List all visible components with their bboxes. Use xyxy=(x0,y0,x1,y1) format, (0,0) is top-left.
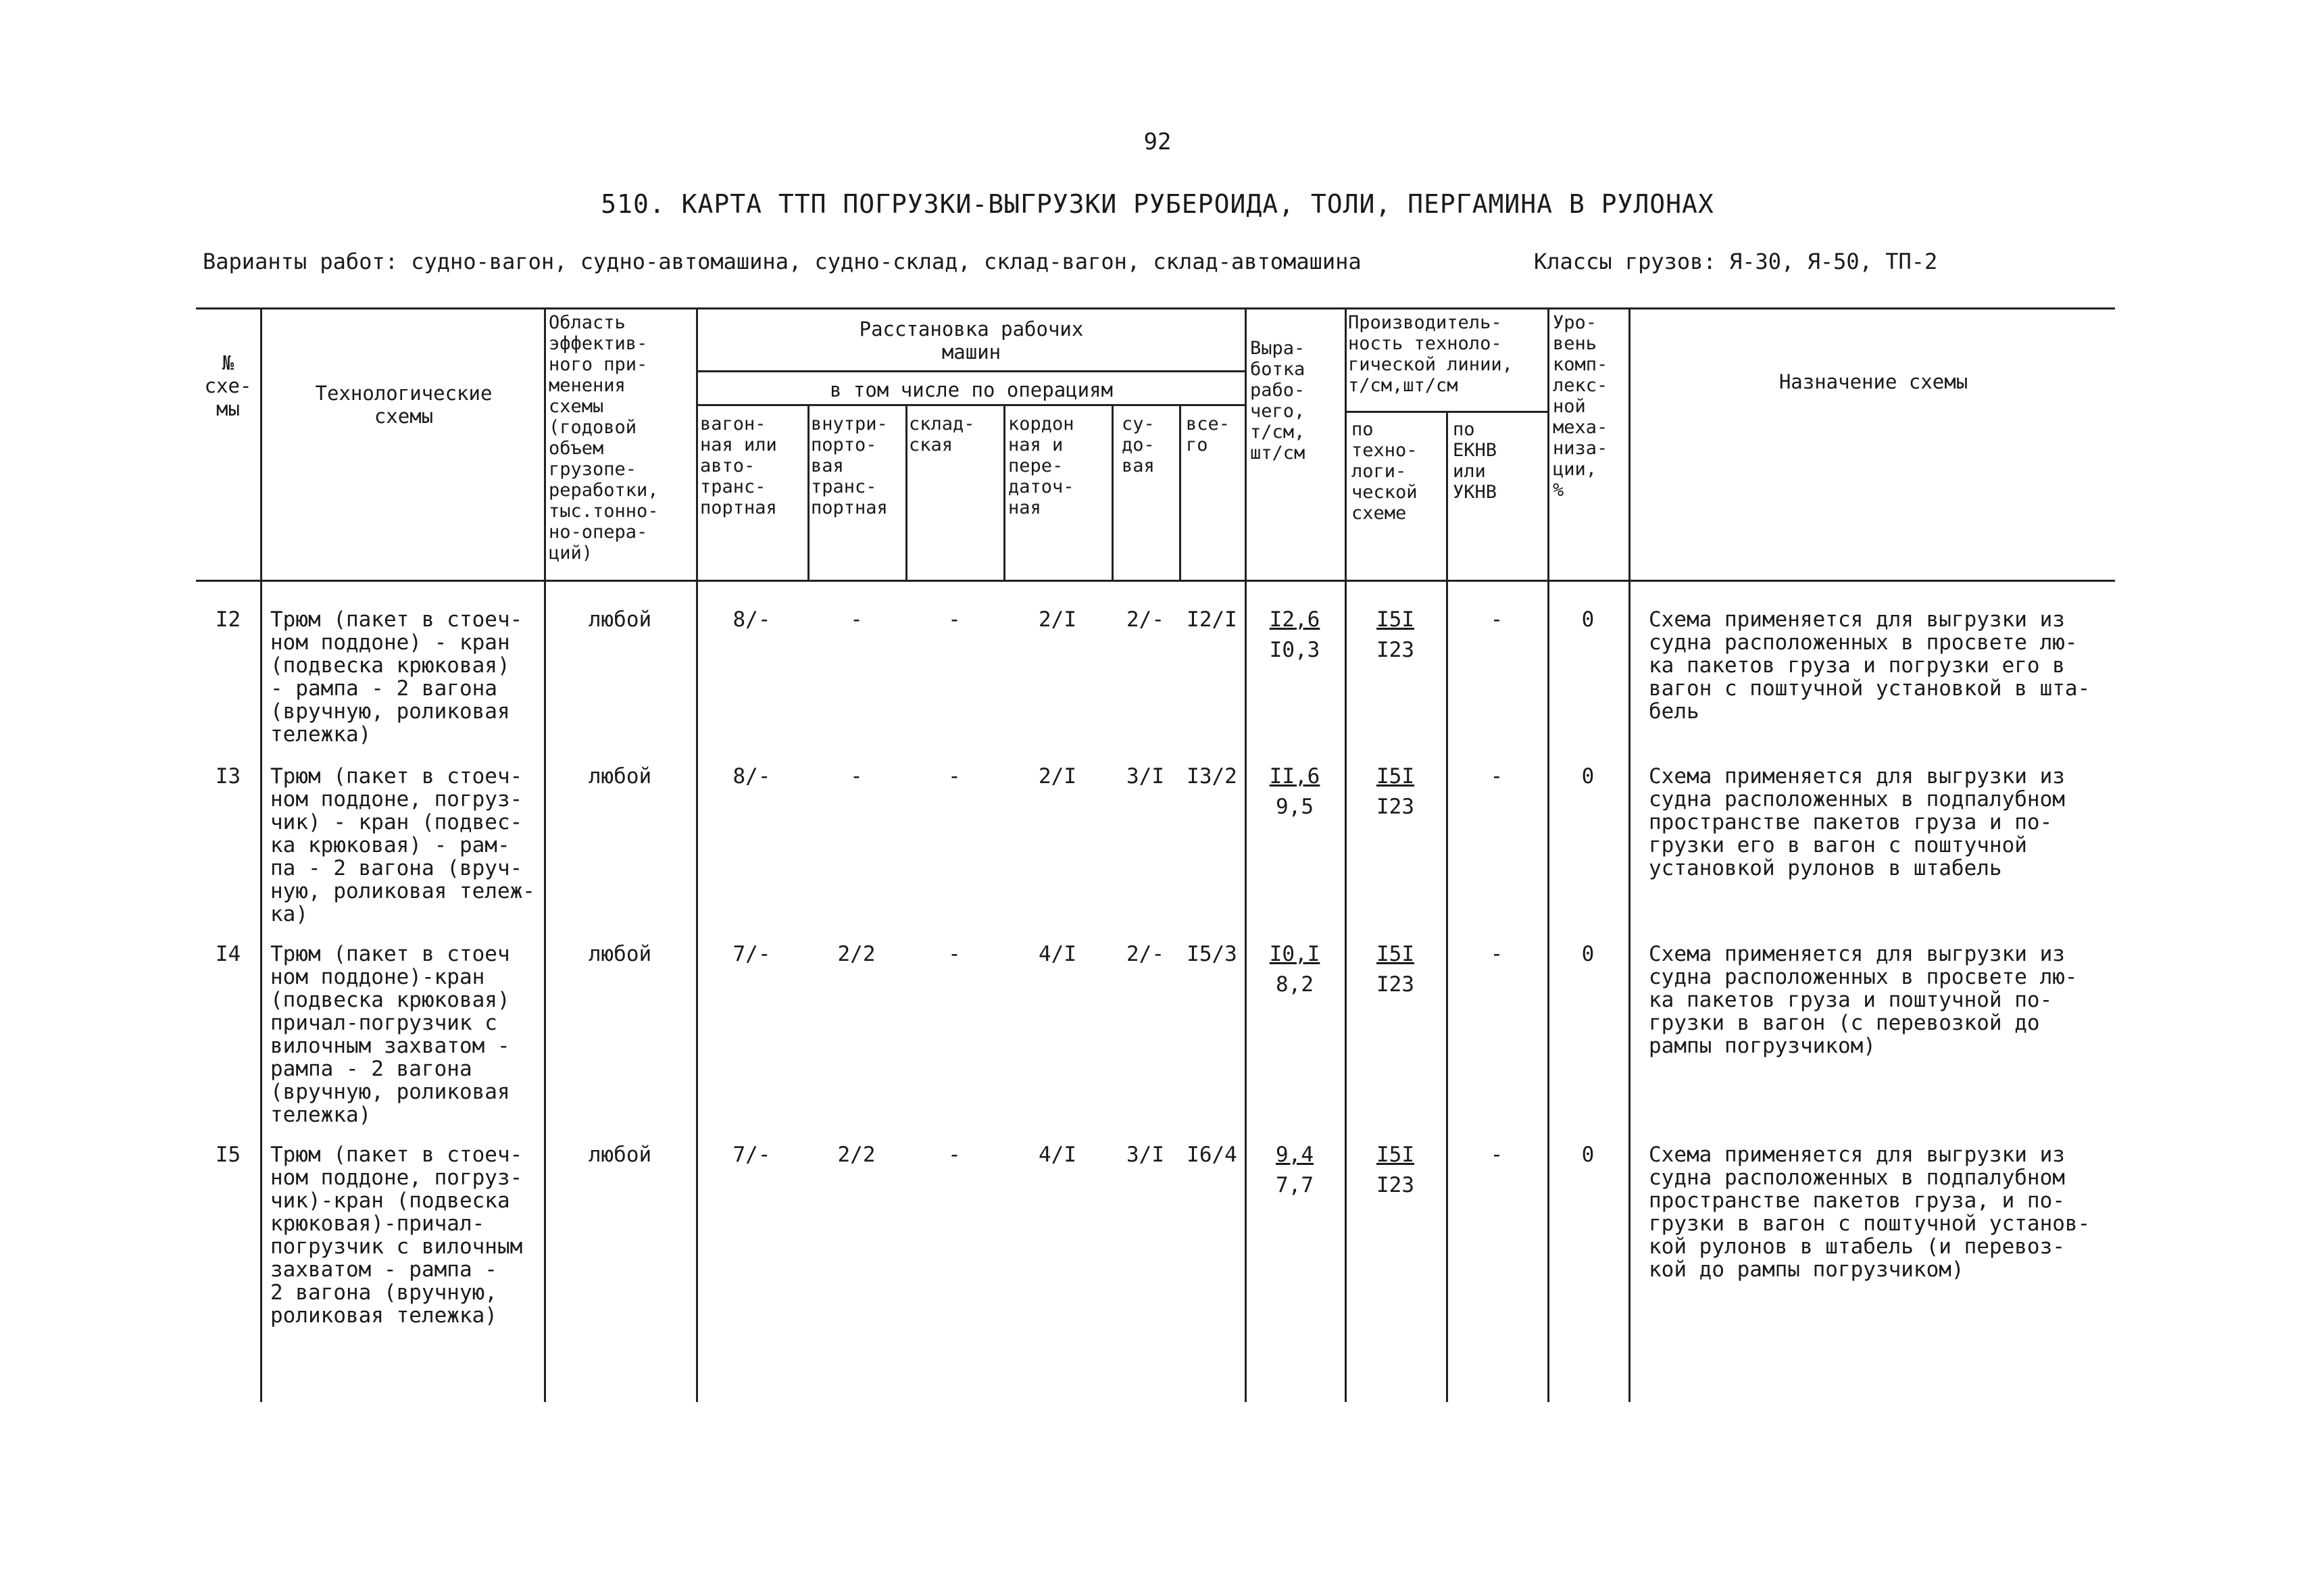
row-ekhnv: - xyxy=(1490,764,1503,789)
row-warehouse: - xyxy=(948,764,961,789)
row-prod-top: I5I xyxy=(1376,607,1414,632)
header-op-ship: су- до- вая xyxy=(1122,414,1155,476)
including-sub-rule xyxy=(696,404,1245,406)
row-prod-top: I5I xyxy=(1376,1143,1414,1167)
header-num: № схе- мы xyxy=(204,351,252,420)
row-wagon: 8/- xyxy=(732,764,771,789)
row-total: I3/2 xyxy=(1187,764,1237,789)
header-op-warehouse: склад- ская xyxy=(909,414,975,455)
row-output-top: II,6 xyxy=(1269,764,1320,789)
row-num: I2 xyxy=(215,607,241,632)
row-mech: 0 xyxy=(1581,1143,1595,1167)
row-prod-bottom: I23 xyxy=(1376,1173,1414,1197)
row-cordon: 2/I xyxy=(1039,764,1076,789)
row-internal: - xyxy=(850,607,863,632)
row-prod-bottom: I23 xyxy=(1376,638,1414,662)
placement-sub-rule xyxy=(696,370,1245,372)
header-mechanization: Уро- вень комп- лекс- ной меха- низа- ции, % xyxy=(1553,312,1608,501)
row-output-bottom: 8,2 xyxy=(1276,972,1314,997)
row-prod-bottom: I23 xyxy=(1376,795,1414,819)
row-wagon: 7/- xyxy=(732,942,771,966)
row-num: I5 xyxy=(215,1143,241,1167)
row-num: I3 xyxy=(215,764,241,789)
row-output-top: I0,I xyxy=(1269,942,1320,966)
header-op-wagon: вагон- ная или авто- транс- портная xyxy=(700,414,777,518)
row-total: I6/4 xyxy=(1187,1143,1237,1167)
col-line xyxy=(260,307,262,1402)
col-line xyxy=(1003,404,1005,580)
row-prod-bottom: I23 xyxy=(1376,972,1414,997)
row-mech: 0 xyxy=(1581,607,1595,632)
row-purpose: Схема применяется для выгрузки из судна расположенных в просвете лю- ка пакетов груза и поштучной по- грузки в вагон (с перевозкой до рампы погрузчиком) xyxy=(1649,942,2078,1058)
row-internal: 2/2 xyxy=(837,1143,876,1167)
row-output-top: 9,4 xyxy=(1276,1143,1314,1167)
col-line xyxy=(1179,404,1181,580)
work-variants: Варианты работ: судно-вагон, судно-автомашина, судно-склад, склад-вагон, склад-автомашина xyxy=(203,249,1362,274)
row-output-bottom: I0,3 xyxy=(1269,638,1320,662)
row-ekhnv: - xyxy=(1490,942,1503,966)
row-warehouse: - xyxy=(948,607,961,632)
row-area: любой xyxy=(588,764,652,789)
row-cordon: 4/I xyxy=(1039,1143,1076,1167)
row-mech: 0 xyxy=(1581,764,1595,789)
row-tech: Трюм (пакет в стоеч- ном поддоне, погруз- чик) - кран (подвес- ка крюковая) - рам- па - 2 вагона (вруч- ную, роликовая тележ- ка) xyxy=(270,764,535,926)
row-num: I4 xyxy=(215,942,241,966)
row-tech: Трюм (пакет в стоеч ном поддоне)-кран (подвеска крюковая) причал-погрузчик с вилочным захватом - рампа - 2 вагона (вручную, роликовая тележка) xyxy=(270,942,510,1127)
document-title: 510. КАРТА ТТП ПОГРУЗКИ-ВЫГРУЗКИ РУБЕРОИДА, ТОЛИ, ПЕРГАМИНА В РУЛОНАХ xyxy=(601,189,1714,219)
row-ship: 2/- xyxy=(1126,607,1164,632)
row-area: любой xyxy=(588,607,652,632)
row-purpose: Схема применяется для выгрузки из судна расположенных в подпалубном пространстве пакетов груза и по- грузки его в вагон с поштучной установкой рулонов в штабель xyxy=(1649,764,2065,880)
row-output-bottom: 9,5 xyxy=(1276,795,1314,819)
page-number: 92 xyxy=(1143,128,1172,155)
col-line xyxy=(905,404,907,580)
header-op-cordon: кордон ная и пере- даточ- ная xyxy=(1008,414,1074,518)
header-area: Область эффектив- ного при- менения схемы (годовой объем грузопе- реработки, тыс.тонно- но-опера- ций) xyxy=(549,312,659,564)
row-purpose: Схема применяется для выгрузки из судна расположенных в подпалубном пространстве пакетов груза, и по- грузки в вагон с поштучной установ- кой рулонов в штабель (и перевоз- кой до рампы погрузчиком) xyxy=(1649,1143,2091,1282)
header-prod-ekhnv: по ЕКНВ или УКНВ xyxy=(1453,419,1497,503)
header-bottom-rule xyxy=(196,580,2115,582)
row-cordon: 4/I xyxy=(1039,942,1076,966)
row-ekhnv: - xyxy=(1490,1143,1503,1167)
header-tech: Технологические схемы xyxy=(315,382,493,428)
row-internal: 2/2 xyxy=(837,942,876,966)
col-line xyxy=(1446,411,1448,1402)
header-op-internal: внутри- порто- вая транс- портная xyxy=(811,414,888,518)
row-output-top: I2,6 xyxy=(1269,607,1320,632)
row-internal: - xyxy=(850,764,863,789)
row-wagon: 7/- xyxy=(732,1143,771,1167)
row-cordon: 2/I xyxy=(1039,607,1076,632)
row-purpose: Схема применяется для выгрузки из судна расположенных в просвете лю- ка пакетов груза и погрузки его в вагон с поштучной установкой в шта- бель xyxy=(1649,607,2091,724)
row-warehouse: - xyxy=(948,942,961,966)
col-line xyxy=(696,307,698,1402)
row-output-bottom: 7,7 xyxy=(1276,1173,1314,1197)
row-tech: Трюм (пакет в стоеч- ном поддоне, погруз- чик)-кран (подвеска крюковая)-причал- погрузчик с вилочным захватом - рампа - 2 вагона (вручную, роликовая тележка) xyxy=(270,1143,523,1328)
header-prod-tech: по техно- логи- ческой схеме xyxy=(1351,419,1418,524)
row-tech: Трюм (пакет в стоеч- ном поддоне) - кран (подвеска крюковая) - рампа - 2 вагона (вручную, роликовая тележка) xyxy=(270,607,523,747)
row-prod-top: I5I xyxy=(1376,764,1414,789)
col-line xyxy=(544,307,546,1402)
header-output: Выра- ботка рабо- чего, т/см, шт/см xyxy=(1250,338,1305,464)
row-ship: 3/I xyxy=(1126,764,1164,789)
col-line xyxy=(1112,404,1114,580)
col-line xyxy=(1628,307,1631,1402)
col-line xyxy=(1245,307,1247,1402)
header-productivity: Производитель- ность техноло- гической линии, т/см,шт/см xyxy=(1348,312,1513,396)
row-ekhnv: - xyxy=(1490,607,1503,632)
row-warehouse: - xyxy=(948,1143,961,1167)
row-ship: 3/I xyxy=(1126,1143,1164,1167)
header-purpose: Назначение схемы xyxy=(1778,370,1968,393)
header-op-total: все- го xyxy=(1186,414,1230,455)
row-wagon: 8/- xyxy=(732,607,771,632)
header-placement: Расстановка рабочих машин xyxy=(859,318,1084,364)
row-ship: 2/- xyxy=(1126,942,1164,966)
table-top-rule xyxy=(196,307,2115,309)
col-line xyxy=(1345,307,1347,1402)
row-area: любой xyxy=(588,1143,652,1167)
row-total: I5/3 xyxy=(1187,942,1237,966)
header-including: в том числе по операциям xyxy=(829,378,1114,401)
row-mech: 0 xyxy=(1581,942,1595,966)
row-area: любой xyxy=(588,942,652,966)
row-prod-top: I5I xyxy=(1376,942,1414,966)
row-total: I2/I xyxy=(1187,607,1237,632)
col-line xyxy=(1547,307,1549,1402)
col-line xyxy=(807,404,810,580)
cargo-classes: Классы грузов: Я-30, Я-50, ТП-2 xyxy=(1534,249,1938,274)
